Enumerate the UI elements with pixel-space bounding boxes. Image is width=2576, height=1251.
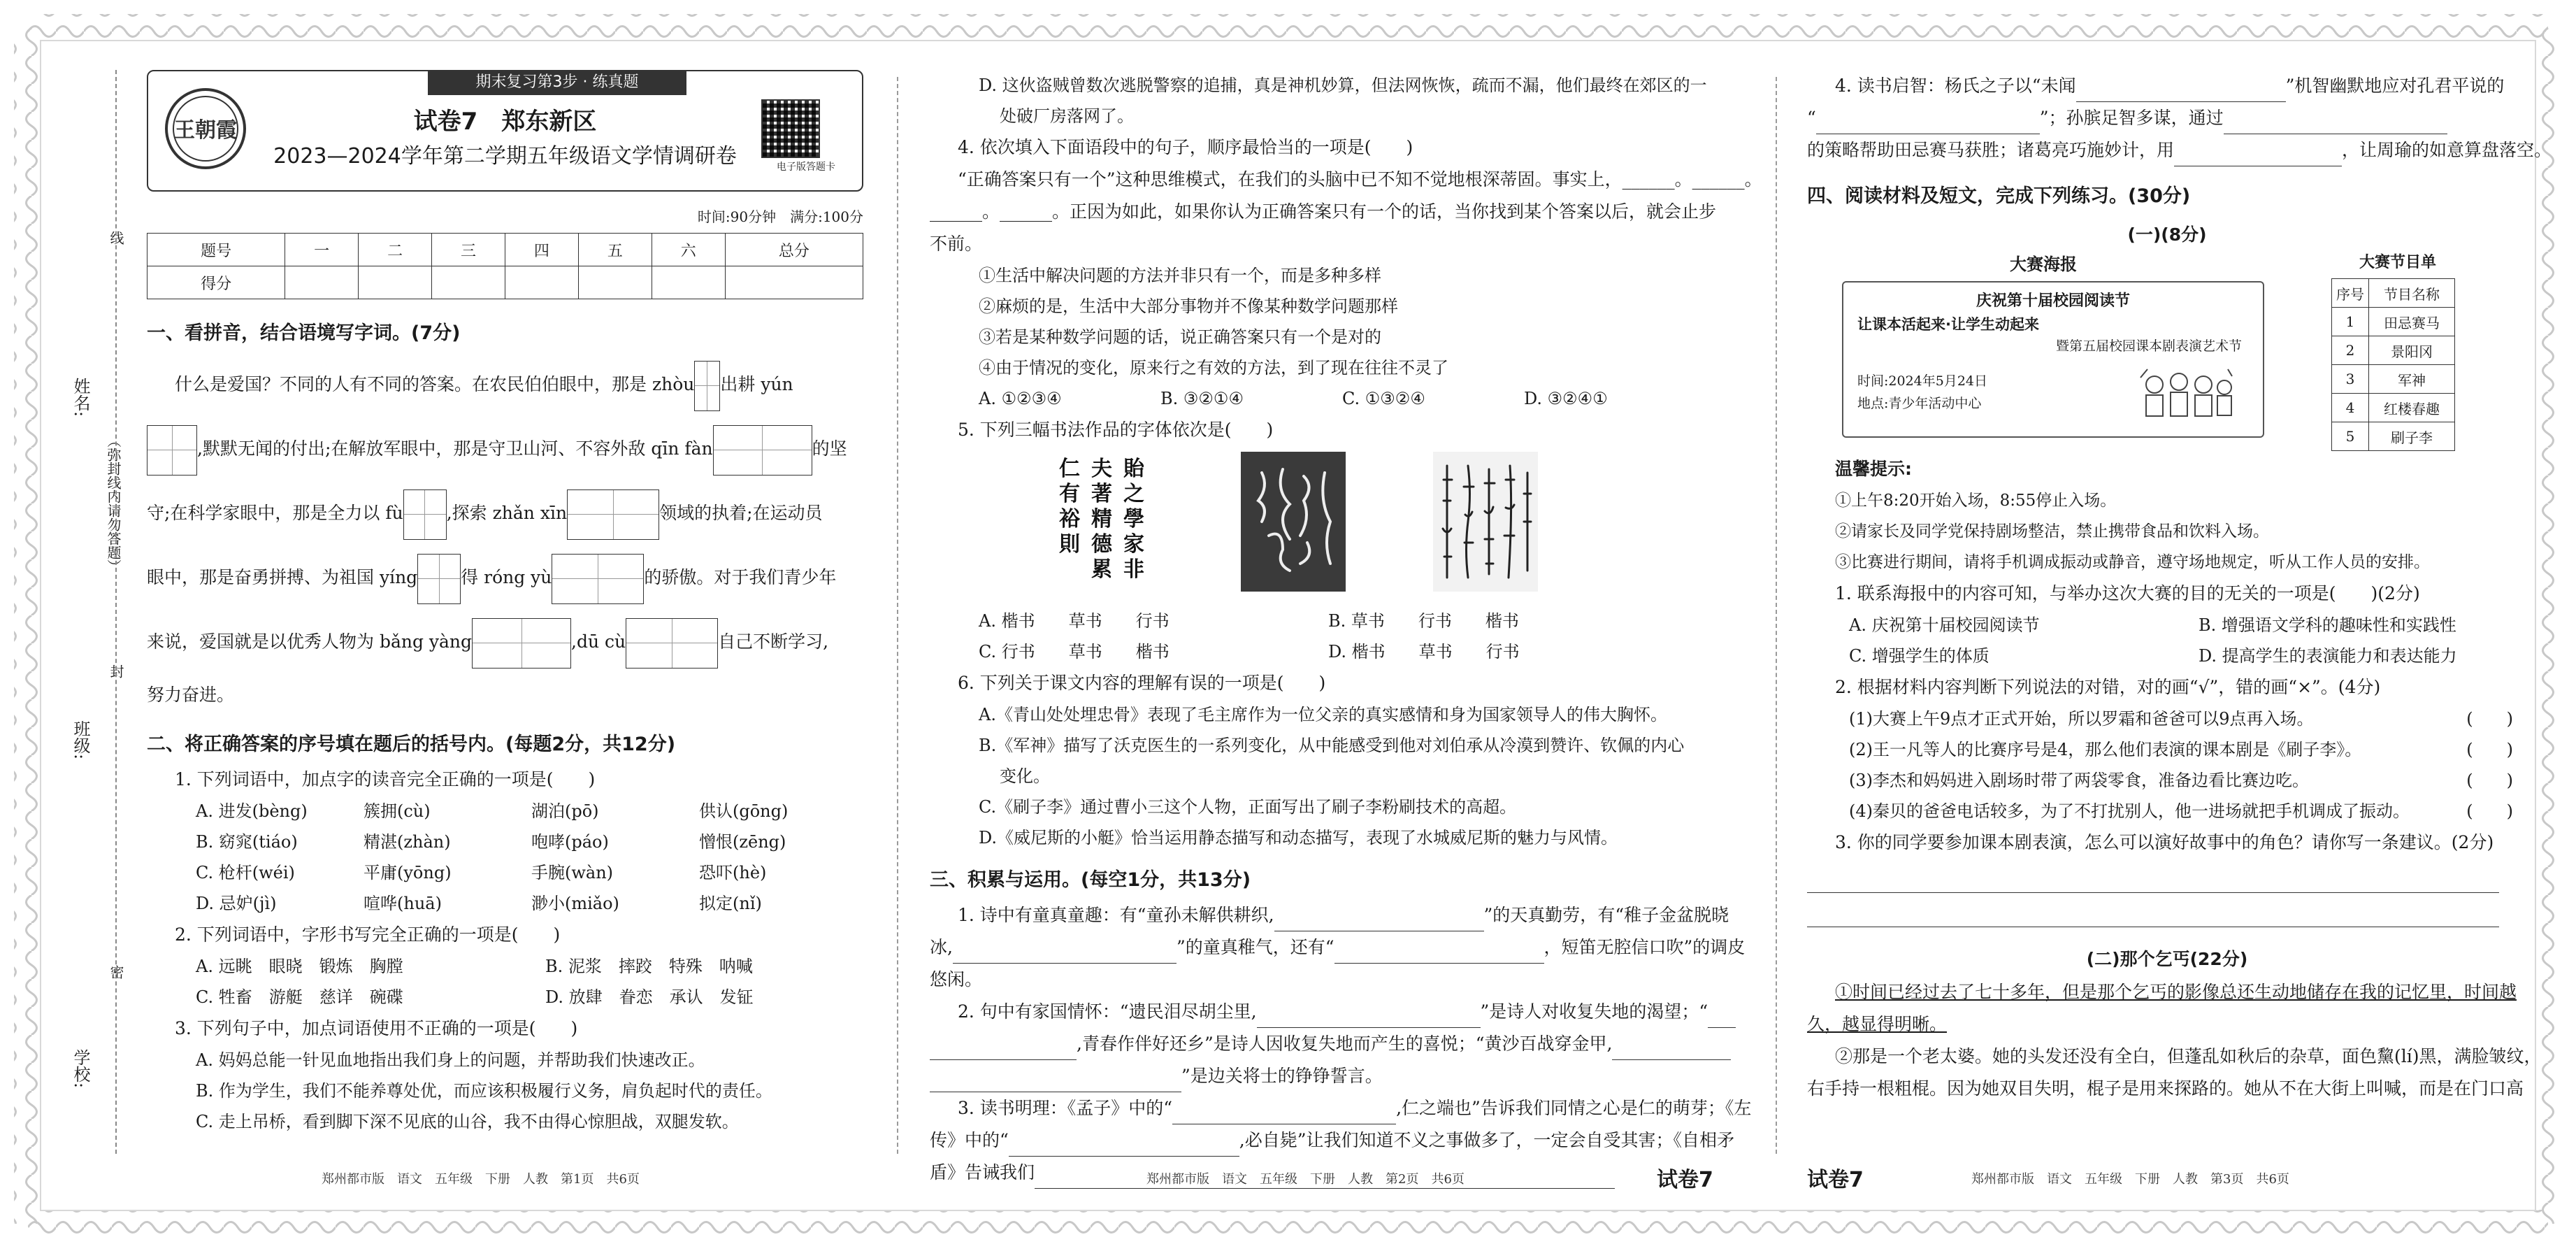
exam-header — [147, 70, 863, 192]
score-cell: 得分 — [147, 266, 285, 299]
table-cell: 景阳冈 — [2369, 336, 2455, 365]
passage-text: 领域的执着;在运动员 — [659, 503, 823, 523]
seal-mark-mi: 密 — [108, 965, 124, 979]
pinyin-passage — [147, 352, 863, 716]
paper-id: 试卷7 — [1807, 1168, 1864, 1192]
judge-item[interactable]: (2)王一凡等人的比赛序号是4，那么他们表演的课本剧是《刷子李》。 ( ) — [1807, 734, 2527, 765]
passage-text: 的坚 — [812, 438, 847, 459]
char-box[interactable] — [694, 361, 720, 411]
option-row[interactable]: D. 忌妒(jì) 喧哗(huā) 渺小(miǎo) 拟定(nǐ) — [196, 894, 762, 913]
option-row[interactable]: D.《威尼斯的小艇》恰当运用静态描写和动态描写，表现了水城威尼斯的魅力与风情。 — [979, 828, 1618, 848]
question-2-5: 5. 下列三幅书法作品的字体依次是( ) — [958, 420, 1274, 440]
fill-question-1: 冰, ”的童真稚气，还有“ ，短笛无腔信口吹”的调皮 — [930, 931, 1741, 964]
exam-subtitle: 2023—2024学年第二学期五年级语文学情调研卷 — [273, 144, 737, 169]
score-cell: 四 — [505, 234, 578, 266]
judge-item[interactable]: (3)李杰和妈妈进入剧场时带了两袋零食，准备边看比赛边吃。 ( ) — [1807, 765, 2527, 796]
fill-question-2: 2. 句中有家国情怀：“遗民泪尽胡尘里, ”是诗人对收复失地的渴望；“ — [930, 996, 1741, 1028]
option-row[interactable]: A. 楷书 草书 行书 B. 草书 行书 楷书 — [979, 611, 1519, 631]
story-paragraph: 久，越显得明晰。 — [1807, 1014, 1948, 1034]
char-box[interactable] — [417, 554, 461, 604]
exam-title: 试卷7 郑东新区 — [413, 108, 597, 136]
table-cell: 序号 — [2332, 279, 2369, 308]
passage-text: 眼中，那是奋勇拼搏、为祖国 yíng — [147, 567, 418, 587]
table-cell: 军神 — [2369, 365, 2455, 394]
answer-blank[interactable] — [1274, 910, 1484, 931]
reading-material — [1807, 250, 2527, 453]
answer-blank[interactable] — [930, 1071, 1181, 1092]
option-row-continued: 变化。 — [1000, 766, 1050, 786]
calligraphy-char: 家 — [1123, 532, 1144, 557]
calligraphy-image-2 — [1241, 452, 1346, 592]
score-cell: 一 — [285, 234, 359, 266]
poster-slogan: 让课本活起来·让学生动起来 — [1857, 316, 2039, 333]
char-box[interactable] — [626, 618, 718, 669]
story-paragraph: 右手持一根粗棍。因为她双目失明，棍子是用来探路的。她从不在大街上叫喊，而是在门口高 — [1807, 1078, 2524, 1099]
option-row[interactable]: B. 窈窕(tiáo) 精湛(zhàn) 咆哮(páo) 憎恨(zēng) — [196, 832, 786, 852]
answer-line[interactable] — [1807, 896, 2499, 927]
poster-time: 时间:2024年5月24日 — [1857, 373, 1988, 389]
q4-item: ④由于情况的变化，原来行之有效的方法，到了现在往往不灵了 — [979, 358, 1448, 378]
question-4-1: 1. 联系海报中的内容可知，与举办这次大赛的目的无关的一项是( )(2分) — [1835, 583, 2420, 603]
part-1-title: (一)(8分) — [2127, 224, 2207, 245]
passage-text: 得 róng yù — [461, 567, 552, 587]
passage-text: 什么是爱国？不同的人有不同的答案。在农民伯伯眼中，那是 zhòu — [175, 374, 695, 394]
tip-item: ③比赛进行期间，请将手机调成振动或静音，遵守场地规定，听从工作人员的安排。 — [1835, 553, 2430, 571]
q4-item: ①生活中解决问题的方法并非只有一个，而是多种多样 — [979, 266, 1381, 285]
score-table-score-row — [147, 266, 863, 299]
answer-blank[interactable] — [1257, 1006, 1481, 1028]
table-cell: 节目名称 — [2369, 279, 2455, 308]
calligraphy-char: 夫 — [1091, 457, 1112, 481]
question-2-2: 2. 下列词语中，字形书写完全正确的一项是( ) — [175, 924, 561, 945]
table-cell: 2 — [2332, 336, 2369, 365]
option-row[interactable]: A. 远眺 眼晓 锻炼 胸膛 B. 泥浆 摔跤 特殊 呐喊 — [196, 957, 753, 976]
poster-sub: 暨第五届校园课本剧表演艺术节 — [2055, 338, 2242, 354]
calligraphy-char: 著 — [1091, 482, 1112, 506]
poster-title: 大赛海报 — [2010, 255, 2077, 274]
question-4-3: 3. 你的同学要参加课本剧表演，怎么可以演好故事中的角色？请你写一条建议。(2分) — [1835, 832, 2494, 852]
answer-blank[interactable] — [2224, 113, 2447, 134]
option-row[interactable]: C. 走上吊桥，看到脚下深不见底的山谷，我不由得心惊胆战，双腿发软。 — [196, 1112, 739, 1131]
column-divider-2 — [1776, 77, 1777, 1154]
fill-question-4: “ ”；孙膑足智多谋，通过 — [1807, 102, 2527, 134]
answer-blank[interactable] — [953, 942, 1177, 964]
story-paragraph: ②那是一个老太婆。她的头发还没有全白，但蓬乱如秋后的杂草，面色黧(lí)黑，满脸皱纹， — [1835, 1046, 2542, 1066]
option-row[interactable]: A. ①②③④ B. ③②①④ C. ①③②④ D. ③②④① — [979, 389, 1608, 408]
score-cell: 总分 — [725, 234, 863, 266]
question-2-3: 3. 下列句子中，加点词语使用不正确的一项是( ) — [175, 1018, 578, 1038]
question-4-2: 2. 根据材料内容判断下列说法的对错，对的画“√”，错的画“×”。(4分) — [1835, 677, 2381, 697]
answer-line[interactable] — [1807, 862, 2499, 893]
answer-blank[interactable] — [930, 1038, 1077, 1060]
answer-blank[interactable] — [1816, 113, 2040, 134]
score-cell: 六 — [652, 234, 725, 266]
story-paragraph: ①时间已经过去了七十多年，但是那个乞丐的影像总还生动地储存在我的记忆里，时间越 — [1835, 982, 2517, 1002]
qr-label: 电子版答题卡 — [777, 162, 835, 173]
score-cell: 五 — [578, 234, 652, 266]
table-cell: 1 — [2332, 308, 2369, 336]
option-row[interactable]: B. 作为学生，我们不能养尊处优，而应该积极履行义务，肩负起时代的责任。 — [196, 1081, 772, 1101]
char-box[interactable] — [403, 489, 447, 540]
event-poster — [1842, 281, 2264, 438]
score-cell: 三 — [432, 234, 505, 266]
fill-question-4: 的策略帮助田忌赛马获胜；诸葛亮巧施妙计，用 ，让周瑜的如意算盘落空。 — [1807, 134, 2527, 166]
fill-question-4: 4. 读书启智：杨氏之子以“未闻 ”机智幽默地应对孔君平说的 — [1807, 70, 2527, 102]
calligraphy-char: 仁 — [1059, 457, 1080, 481]
page-3 — [1807, 70, 2552, 1174]
char-box[interactable] — [472, 618, 571, 669]
fill-question-3: 盾》告诫我们 — [930, 1157, 1741, 1189]
passage-text: ,默默无闻的付出;在解放军眼中，那是守卫山河、不容外敌 qīn fàn — [197, 438, 713, 459]
program-title: 大赛节目单 — [2359, 254, 2437, 271]
answer-paren: ( ) — [2466, 771, 2513, 790]
binding-line — [115, 70, 117, 1154]
score-cell: 二 — [359, 234, 432, 266]
answer-blank[interactable] — [1612, 1038, 1731, 1060]
calligraphy-image-1 — [1049, 452, 1153, 592]
passage-text: 努力奋进。 — [147, 685, 235, 705]
calligraphy-char: 德 — [1091, 532, 1112, 557]
fill-question-3: 传》中的“ ,必自毙”让我们知道不义之事做多了，一定会自受其害；《自相矛 — [930, 1124, 1741, 1157]
passage-text: 守;在科学家眼中，那是全力以 fù — [147, 503, 403, 523]
answer-blank[interactable] — [1334, 942, 1544, 964]
time-info: 时间:90分钟 满分:100分 — [697, 208, 863, 225]
q4-passage: 不前。 — [930, 234, 983, 254]
footer-page-3: 郑州都市版 语文 五年级 下册 人教 第3页 共6页 — [1971, 1172, 2289, 1187]
table-cell: 5 — [2332, 422, 2369, 451]
calligraphy-char: 學 — [1123, 507, 1144, 531]
score-table-header-row — [147, 234, 863, 266]
calligraphy-char: 之 — [1123, 482, 1144, 506]
option-row[interactable]: A. 进发(bèng) 簇拥(cù) 湖泊(pō) 供认(gōng) — [196, 801, 789, 821]
score-input[interactable] — [652, 266, 725, 299]
logo-text: 王朝霞 — [174, 118, 237, 143]
option-row[interactable]: A. 庆祝第十届校园阅读节 B. 增强语文学科的趣味性和实践性 — [1849, 615, 2456, 635]
option-row[interactable]: C.《刷子李》通过曹小三这个人物，正面写出了刷子李粉刷技术的高超。 — [979, 797, 1517, 817]
judge-item[interactable]: (1)大赛上午9点才正式开始，所以罗霜和爸爸可以9点再入场。 ( ) — [1807, 703, 2527, 734]
score-input[interactable] — [432, 266, 505, 299]
calligraphy-image-3 — [1433, 452, 1538, 592]
table-cell: 田忌赛马 — [2369, 308, 2455, 336]
header-tag: 期末复习第3步 · 练真题 — [428, 70, 686, 95]
calligraphy-images — [930, 452, 1741, 599]
option-row[interactable]: A. 妈妈总能一针见血地指出我们身上的问题，并帮助我们快速改正。 — [196, 1050, 705, 1070]
fill-question-1: 1. 诗中有童真童趣：有“童孙未解供耕织, ”的天真勤劳，有“稚子金盆脱晓 — [930, 899, 1741, 931]
fill-question-2: ”是边关将士的铮铮誓言。 — [930, 1060, 1741, 1092]
table-cell: 刷子李 — [2369, 422, 2455, 451]
calligraphy-char: 貽 — [1123, 457, 1144, 481]
calligraphy-char: 有 — [1059, 482, 1080, 506]
section-3-heading: 三、积累与运用。(每空1分，共13分) — [930, 869, 1251, 891]
poster-place: 地点:青少年活动中心 — [1857, 396, 1982, 411]
tip-item: ②请家长及同学党保持剧场整洁，禁止携带食品和饮料入场。 — [1835, 522, 2269, 541]
option-row[interactable]: A.《青山处处埋忠骨》表现了毛主席作为一位父亲的真实感情和身为国家领导人的伟大胸怀。 — [979, 705, 1667, 724]
section-4-heading: 四、阅读材料及短文，完成下列练习。(30分) — [1807, 185, 2191, 207]
column-divider-1 — [897, 77, 898, 1154]
school-label: 学校: — [71, 1049, 90, 1089]
footer-page-1: 郑州都市版 语文 五年级 下册 人教 第1页 共6页 — [322, 1172, 640, 1187]
table-row — [2332, 279, 2455, 308]
calligraphy-char: 裕 — [1059, 507, 1080, 531]
answer-blank[interactable] — [2174, 145, 2342, 166]
poster-head: 庆祝第十届校园阅读节 — [1976, 292, 2130, 310]
part-2-title: (二)那个乞丐(22分) — [2086, 949, 2248, 969]
seal-note: （弥封线内请勿答题） — [105, 434, 122, 573]
option-row[interactable]: C. 牲畜 游艇 慈详 碗碟 D. 放肆 眷恋 承认 发钲 — [196, 987, 754, 1007]
tip-item: ①上午8:20开始入场，8:55停止入场。 — [1835, 492, 2117, 510]
calligraphy-char: 累 — [1091, 557, 1112, 582]
table-row — [2332, 394, 2455, 422]
children-illustration — [2137, 364, 2235, 427]
table-row — [2332, 308, 2455, 336]
passage-text: 自己不断学习, — [718, 631, 829, 652]
option-row[interactable]: C. 枪杆(wéi) 平庸(yōng) 手腕(wàn) 恐吓(hè) — [196, 863, 767, 882]
q4-passage: “正确答案只有一个”这种思维模式，在我们的头脑中已不知不觉地根深蒂固。事实上，______。______。 — [958, 169, 1762, 190]
seal-mark-feng: 封 — [108, 664, 124, 678]
class-label: 班级: — [71, 720, 90, 760]
section-1-heading: 一、看拼音，结合语境写字词。(7分) — [147, 322, 461, 344]
option-row[interactable]: C. 增强学生的体质 D. 提高学生的表演能力和表达能力 — [1849, 646, 2457, 666]
calligraphy-char: 精 — [1091, 507, 1112, 531]
passage-text: 来说，爱国就是以优秀人物为 bǎng yàng — [147, 631, 473, 652]
option-row-continued: 处破厂房落网了。 — [1000, 106, 1134, 126]
judge-item[interactable]: (4)秦贝的爸爸电话较多，为了不打扰别人，他一进场就把手机调成了振动。 ( ) — [1807, 796, 2527, 827]
table-row — [2332, 336, 2455, 365]
fill-question-1: 悠闲。 — [930, 969, 983, 989]
char-box[interactable] — [147, 425, 197, 476]
char-box[interactable] — [552, 554, 644, 604]
table-cell: 3 — [2332, 365, 2369, 394]
fill-question-3: 3. 读书明理：《孟子》中的“ ,仁之端也”告诉我们同情之心是仁的萌芽；《左 — [930, 1092, 1741, 1124]
score-input[interactable] — [578, 266, 652, 299]
page-1 — [147, 70, 863, 1174]
qr-code[interactable] — [761, 99, 820, 158]
char-box[interactable] — [567, 489, 659, 540]
answer-paren: ( ) — [2466, 801, 2513, 821]
calligraphy-char: 則 — [1059, 532, 1080, 557]
q4-item: ③若是某种数学问题的话，说正确答案只有一个是对的 — [979, 327, 1381, 347]
option-row[interactable]: C. 行书 草书 楷书 D. 楷书 草书 行书 — [979, 642, 1520, 662]
answer-paren: ( ) — [2466, 709, 2513, 729]
table-row — [2332, 365, 2455, 394]
answer-paren: ( ) — [2466, 740, 2513, 759]
section-2-heading: 二、将正确答案的序号填在题后的括号内。(每题2分，共12分) — [147, 734, 676, 755]
table-cell: 红楼春趣 — [2369, 394, 2455, 422]
name-label: 姓名: — [71, 378, 90, 417]
char-box[interactable] — [713, 425, 812, 476]
answer-blank[interactable] — [1708, 1006, 1736, 1028]
score-input[interactable] — [725, 266, 863, 299]
q4-item: ②麻烦的是，生活中大部分事物并不像某种数学问题那样 — [979, 296, 1398, 316]
program-table — [2331, 278, 2455, 451]
question-2-4: 4. 依次填入下面语段中的句子，顺序最恰当的一项是( ) — [958, 137, 1413, 157]
question-2-6: 6. 下列关于课文内容的理解有误的一项是( ) — [958, 673, 1326, 693]
table-row — [2332, 422, 2455, 451]
score-input[interactable] — [505, 266, 578, 299]
q4-passage: ______。______。正因为如此，如果你认为正确答案只有一个的话，当你找到某个答案以后，就会止步 — [930, 201, 1717, 222]
paper-id: 试卷7 — [1657, 1168, 1713, 1192]
option-row[interactable]: D. 这伙盗贼曾数次逃脱警察的追捕，真是神机妙算，但法网恢恢，疏而不漏，他们最终在郊区的一 — [979, 76, 1707, 95]
footer-page-2: 郑州都市版 语文 五年级 下册 人教 第2页 共6页 — [1146, 1172, 1465, 1187]
seal-mark-xian: 线 — [108, 231, 124, 245]
passage-text: 的骄傲。对于我们青少年 — [644, 567, 837, 587]
answer-blank[interactable] — [1009, 1135, 1239, 1157]
score-table — [147, 233, 863, 299]
score-cell: 题号 — [147, 234, 285, 266]
answer-blank[interactable] — [2076, 80, 2286, 102]
passage-text: 出耕 yún — [720, 374, 793, 394]
score-input[interactable] — [359, 266, 432, 299]
answer-blank[interactable] — [1172, 1103, 1396, 1124]
passage-text: ,探索 zhǎn xīn — [446, 503, 568, 523]
passage-text: ,dū cù — [571, 631, 626, 652]
calligraphy-char: 非 — [1123, 557, 1144, 582]
score-input[interactable] — [285, 266, 359, 299]
question-2-1: 1. 下列词语中，加点字的读音完全正确的一项是( ) — [175, 769, 596, 789]
tips-title: 温馨提示: — [1835, 459, 1912, 479]
fill-question-2: ,青春作伴好还乡”是诗人因收复失地而产生的喜悦；“黄沙百战穿金甲, — [930, 1028, 1741, 1060]
option-row[interactable]: B.《军神》描写了沃克医生的一系列变化，从中能感受到他对刘伯承从冷漠到赞许、钦佩的内心 — [979, 736, 1685, 755]
table-cell: 4 — [2332, 394, 2369, 422]
